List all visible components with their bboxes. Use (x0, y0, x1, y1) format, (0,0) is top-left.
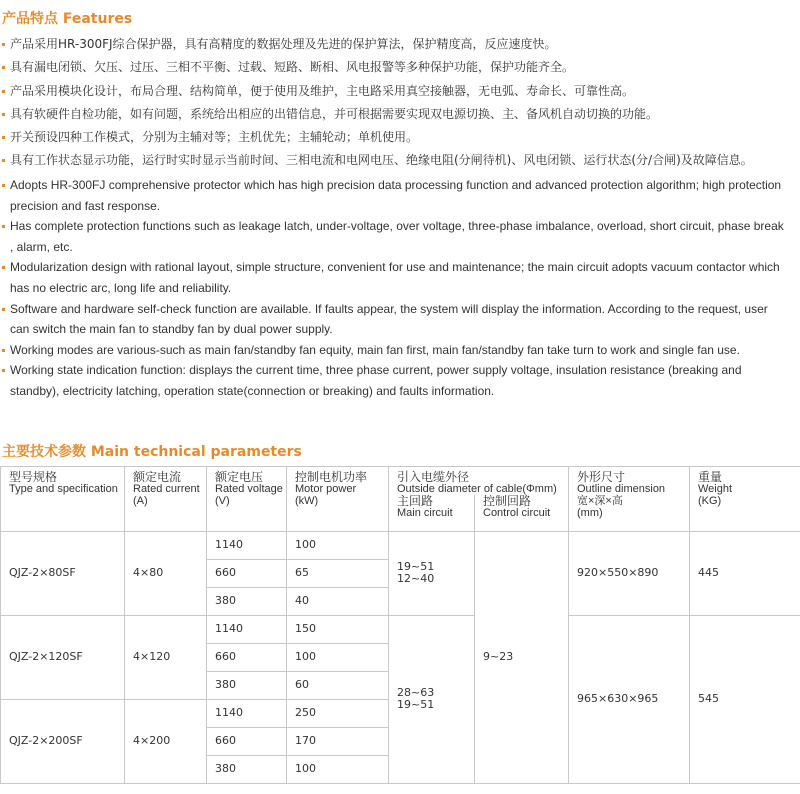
table-header-row (1, 467, 800, 496)
model-type: QJZ-2×120SF (1, 615, 125, 699)
model-voltage: 380 (207, 671, 287, 699)
model-power: 40 (287, 587, 389, 615)
list-item: 产品采用模块化设计，布局合理、结构简单，便于使用及维护，主电路采用真空接触器，无电弧、寿命长、可靠性高。 (0, 80, 790, 103)
model-power: 150 (287, 615, 389, 643)
model-voltage: 660 (207, 559, 287, 587)
header-power: 控制电机功率 Motor power (kW) (287, 467, 389, 532)
model-type: QJZ-2×80SF (1, 531, 125, 615)
list-item: 具有漏电闭锁、欠压、过压、三相不平衡、过载、短路、断相、风电报警等多种保护功能，保护功能齐全。 (0, 56, 790, 79)
header-type: 型号规格 Type and specification (1, 467, 125, 532)
model-power: 60 (287, 671, 389, 699)
model-voltage: 1140 (207, 615, 287, 643)
features-en-list (0, 175, 790, 402)
list-item: Working modes are various-such as main fan/standby fan equity, main fan first, main fan/standby fan take turn to work and single fan use. (0, 340, 790, 361)
list-item: 开关预设四种工作模式，分别为主辅对等；主机优先；主辅轮动；单机使用。 (0, 126, 790, 149)
model-power: 250 (287, 699, 389, 727)
params-title: 主要技术参数 Main technical parameters (2, 444, 302, 460)
list-item: Modularization design with rational layout, simple structure, convenient for use and maintenance; the main circuit adopts vacuum contactor which has no electric arc, long life and reliability. (0, 257, 790, 298)
header-weight: 重量 Weight (KG) (690, 467, 800, 532)
dimension-b: 965×630×965 (569, 615, 690, 783)
model-type: QJZ-2×200SF (1, 699, 125, 783)
table-row (1, 615, 800, 643)
header-main-circuit: 主回路 Main circuit (389, 495, 475, 531)
model-voltage: 1140 (207, 531, 287, 559)
model-voltage: 380 (207, 755, 287, 783)
list-item: 具有工作状态显示功能，运行时实时显示当前时间、三相电流和电网电压、绝缘电阻(分闸待机)、风电闭锁、运行状态(分/合闸)及故障信息。 (0, 149, 790, 172)
list-item: Adopts HR-300FJ comprehensive protector which has high precision data processing function and advanced protection algorithm; high protection precision and fast response. (0, 175, 790, 216)
list-item: Has complete protection functions such as leakage latch, under-voltage, over voltage, three-phase imbalance, overload, short circuit, phase break , alarm, etc. (0, 216, 790, 257)
header-voltage: 额定电压 Rated voltage (V) (207, 467, 287, 532)
main-circuit-a: 19~51 12~40 (389, 531, 475, 615)
dimension-a: 920×550×890 (569, 531, 690, 615)
model-voltage: 1140 (207, 699, 287, 727)
list-item: 具有软硬件自检功能，如有问题，系统给出相应的出错信息，并可根据需要实现双电源切换、主、备风机自动切换的功能。 (0, 103, 790, 126)
header-control-circuit: 控制回路 Control circuit (475, 495, 569, 531)
list-item: Working state indication function: displays the current time, three phase current, power supply voltage, insulation resistance (breaking and standby), electricity latching, operation state(connection or breaking) and faults information. (0, 360, 790, 401)
model-current: 4×80 (125, 531, 207, 615)
model-current: 4×120 (125, 615, 207, 699)
model-power: 65 (287, 559, 389, 587)
weight-b: 545 (690, 615, 800, 783)
model-voltage: 380 (207, 587, 287, 615)
header-dimension: 外形尺寸 Outline dimension 宽×深×高 (mm) (569, 467, 690, 532)
model-power: 100 (287, 531, 389, 559)
model-voltage: 660 (207, 727, 287, 755)
control-circuit: 9~23 (475, 531, 569, 783)
main-circuit-b: 28~63 19~51 (389, 615, 475, 783)
list-item: Software and hardware self-check function are available. If faults appear, the system will display the information. According to the request, user can switch the main fan to standby fan by dual power supply. (0, 299, 790, 340)
features-cn-list (0, 33, 790, 173)
list-item: 产品采用HR-300FJ综合保护器，具有高精度的数据处理及先进的保护算法，保护精度高，反应速度快。 (0, 33, 790, 56)
weight-a: 445 (690, 531, 800, 615)
model-power: 100 (287, 643, 389, 671)
model-voltage: 660 (207, 643, 287, 671)
table-row (1, 531, 800, 559)
header-current: 额定电流 Rated current (A) (125, 467, 207, 532)
model-power: 100 (287, 755, 389, 783)
features-title: 产品特点 Features (2, 11, 133, 27)
header-cable: 引入电缆外径 Outside diameter of cable(Φmm) (389, 467, 569, 496)
parameters-table (0, 466, 800, 784)
model-current: 4×200 (125, 699, 207, 783)
model-power: 170 (287, 727, 389, 755)
